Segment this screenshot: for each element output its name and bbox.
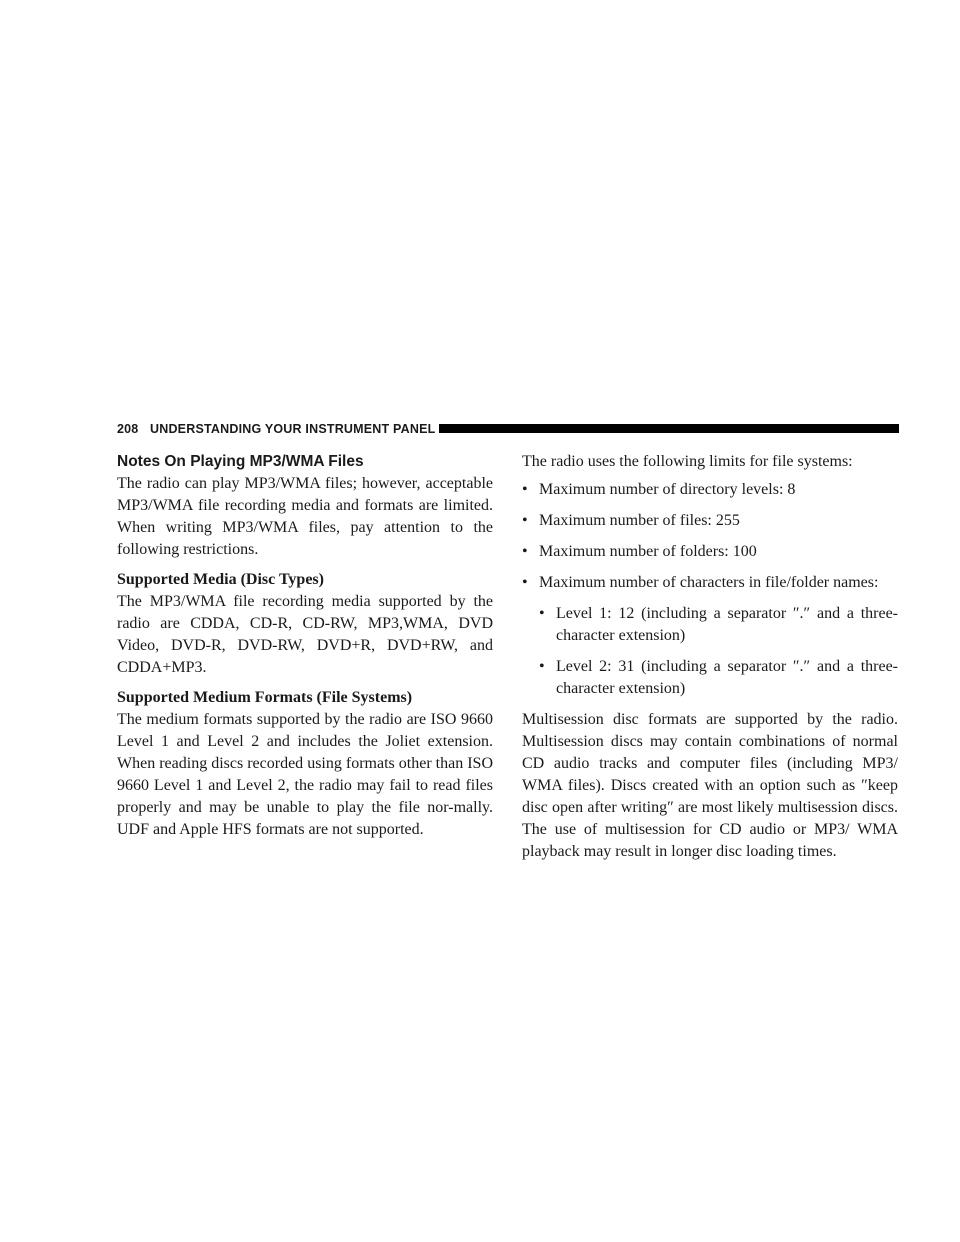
mp3-notes-intro: The radio can play MP3/WMA files; however, acceptable MP3/WMA file recording media and formats are limited. When writing MP3/WMA files, pay attention to the following restrictions. bbox=[117, 475, 493, 558]
supported-media-heading: Supported Media (Disc Types) bbox=[117, 571, 324, 588]
bullet-icon: • bbox=[522, 543, 528, 560]
limit-name-characters: Maximum number of characters in file/folder names: bbox=[539, 574, 879, 591]
limit-files: Maximum number of files: 255 bbox=[539, 512, 740, 529]
list-item bbox=[522, 572, 898, 700]
limits-intro: The radio uses the following limits for file systems: bbox=[522, 453, 853, 470]
page-number: 208 bbox=[117, 422, 139, 436]
supported-media-text: The MP3/WMA file recording media supported by the radio are CDDA, CD-R, CD-RW, MP3,WMA, DVD Video, DVD-R, DVD-RW, DVD+R, DVD+RW, and CDDA+MP3. bbox=[117, 593, 493, 676]
list-item bbox=[539, 603, 898, 647]
left-column bbox=[117, 451, 493, 841]
page-header bbox=[117, 421, 899, 437]
list-item bbox=[522, 510, 898, 532]
bullet-icon: • bbox=[539, 658, 545, 675]
level-1-limit: Level 1: 12 (including a separator ″.″ and a three-character extension) bbox=[556, 605, 898, 644]
multisession-text: Multisession disc formats are supported by the radio. Multisession discs may contain combinations of normal CD audio tracks and computer files (including MP3/ WMA files). Discs created with an option such as ″keep disc open after writing″ are most likely multisession discs. The use of multisession for CD audio or MP3/ WMA playback may result in longer disc loading times. bbox=[522, 711, 898, 860]
bullet-icon: • bbox=[539, 605, 545, 622]
name-limits-sublist bbox=[539, 603, 898, 700]
header-rule bbox=[439, 424, 899, 433]
limit-folders: Maximum number of folders: 100 bbox=[539, 543, 757, 560]
supported-formats-heading: Supported Medium Formats (File Systems) bbox=[117, 689, 413, 706]
level-2-limit: Level 2: 31 (including a separator ″.″ and a three-character extension) bbox=[556, 658, 898, 697]
section-title: UNDERSTANDING YOUR INSTRUMENT PANEL bbox=[150, 422, 436, 436]
mp3-notes-title: Notes On Playing MP3/WMA Files bbox=[117, 453, 364, 470]
supported-formats-text: The medium formats supported by the radio are ISO 9660 Level 1 and Level 2 and includes the Joliet extension. When reading discs recorded using formats other than ISO 9660 Level 1 and Level 2, the radio may fail to read files properly and may be unable to play the file nor-mally. UDF and Apple HFS formats are not supported. bbox=[117, 711, 493, 838]
limits-list bbox=[522, 479, 898, 700]
bullet-icon: • bbox=[522, 574, 528, 591]
bullet-icon: • bbox=[522, 481, 528, 498]
list-item bbox=[522, 479, 898, 501]
list-item bbox=[522, 541, 898, 563]
limit-directory-levels: Maximum number of directory levels: 8 bbox=[539, 481, 796, 498]
list-item bbox=[539, 656, 898, 700]
bullet-icon: • bbox=[522, 512, 528, 529]
right-column bbox=[522, 451, 898, 863]
